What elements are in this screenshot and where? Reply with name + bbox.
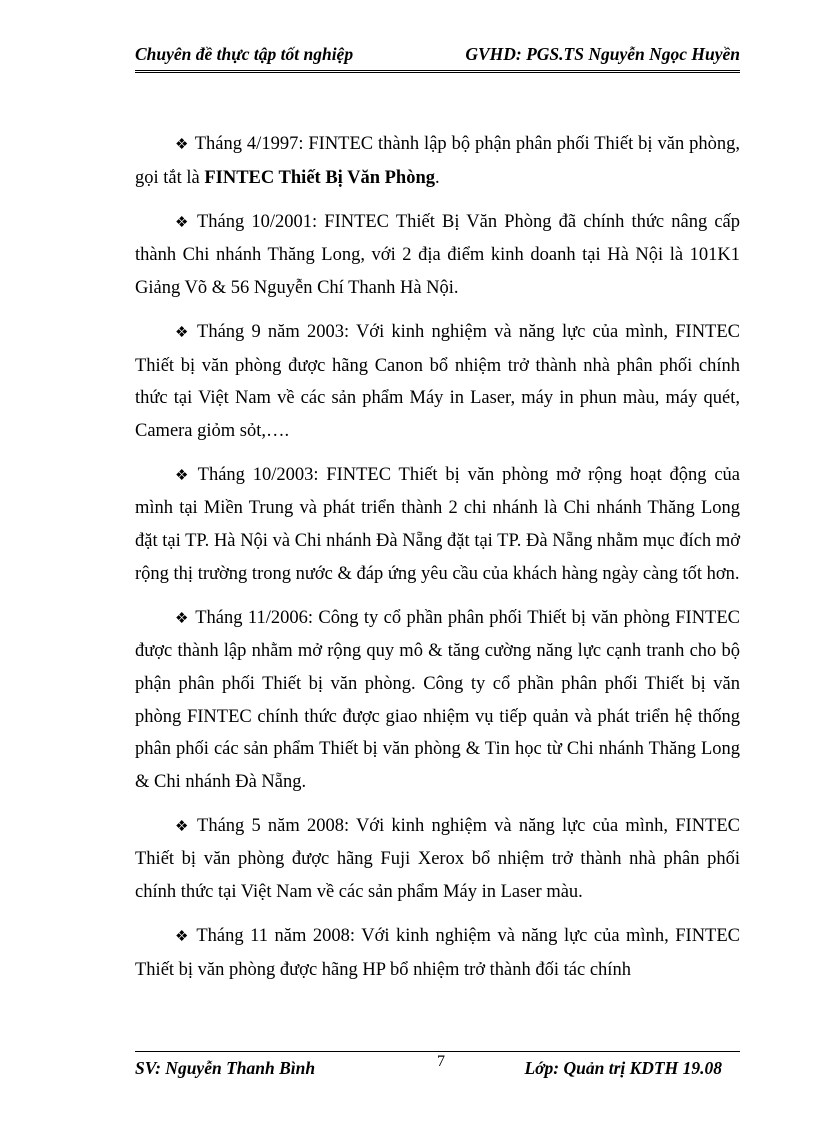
document-body [135,128,740,998]
diamond-bullet-icon: ❖ [175,818,192,835]
paragraph-2003-expansion: ❖ Tháng 10/2003: FINTEC Thiết bị văn phòng mở rộng hoạt động của mình tại Miền Trung và phát triển thành 2 chi nhánh là Chi nhánh Thăng Long đặt tại TP. Hà Nội và Chi nhánh Đà Nẵng đặt tại TP. Đà Nẵng nhằm mục đích mở rộng thị trường trong nước & đáp ứng yêu cầu của khách hàng ngày càng tốt hơn. [135,464,740,584]
paragraph-2006: ❖ Tháng 11/2006: Công ty cổ phần phân phối Thiết bị văn phòng FINTEC được thành lập nhằm mở rộng quy mô & tăng cường năng lực cạnh tranh cho bộ phận phân phối Thiết bị văn phòng. Công ty cổ phần phân phối Thiết bị văn phòng FINTEC chính thức được giao nhiệm vụ tiếp quản và phát triển hệ thống phân phối các sản phẩm Thiết bị văn phòng & Tin học từ Chi nhánh Thăng Long & Chi nhánh Đà Nẵng. [135,607,740,792]
footer-student: SV: Nguyễn Thanh Bình [135,1058,316,1078]
bold-term: FINTEC Thiết Bị Văn Phòng [204,167,435,188]
diamond-bullet-icon: ❖ [175,929,191,946]
page-header [135,44,740,73]
diamond-bullet-icon: ❖ [175,324,192,341]
page-footer [135,1051,740,1082]
diamond-bullet-icon: ❖ [175,137,189,153]
paragraph-2008-fuji: ❖ Tháng 5 năm 2008: Với kinh nghiệm và năng lực của mình, FINTEC Thiết bị văn phòng được hãng Fuji Xerox bổ nhiệm trở thành nhà phân phối chính thức tại Việt Nam về các sản phẩm Máy in Laser màu. [135,815,740,902]
paragraph-2003-canon: ❖ Tháng 9 năm 2003: Với kinh nghiệm và năng lực của mình, FINTEC Thiết bị văn phòng được hãng Canon bổ nhiệm trở thành nhà phân phối chính thức tại Việt Nam về các sản phẩm Máy in Laser, máy in phun màu, máy quét, Camera giỏm sỏt,…. [135,321,740,441]
page-number: 7 [437,1053,445,1070]
paragraph-2008-hp: ❖ Tháng 11 năm 2008: Với kinh nghiệm và năng lực của mình, FINTEC Thiết bị văn phòng được hãng HP bổ nhiệm trở thành đối tác chính [135,926,740,980]
paragraph-2001: ❖ Tháng 10/2001: FINTEC Thiết Bị Văn Phòng đã chính thức nâng cấp thành Chi nhánh Thăng Long, với 2 địa điểm kinh doanh tại Hà Nội là 101K1 Giảng Võ & 56 Nguyễn Chí Thanh Hà Nội. [135,211,741,298]
header-supervisor: GVHD: PGS.TS Nguyễn Ngọc Huyền [465,44,740,64]
paragraph-1997: ❖ Tháng 4/1997: FINTEC thành lập bộ phận phân phối Thiết bị văn phòng, gọi tắt là FINTEC Thiết Bị Văn Phòng. [135,134,740,188]
diamond-bullet-icon: ❖ [175,610,190,627]
header-title: Chuyên đề thực tập tốt nghiệp [135,44,354,64]
diamond-bullet-icon: ❖ [175,467,192,484]
diamond-bullet-icon: ❖ [175,214,191,231]
footer-class: Lớp: Quản trị KDTH 19.08 [524,1058,722,1078]
